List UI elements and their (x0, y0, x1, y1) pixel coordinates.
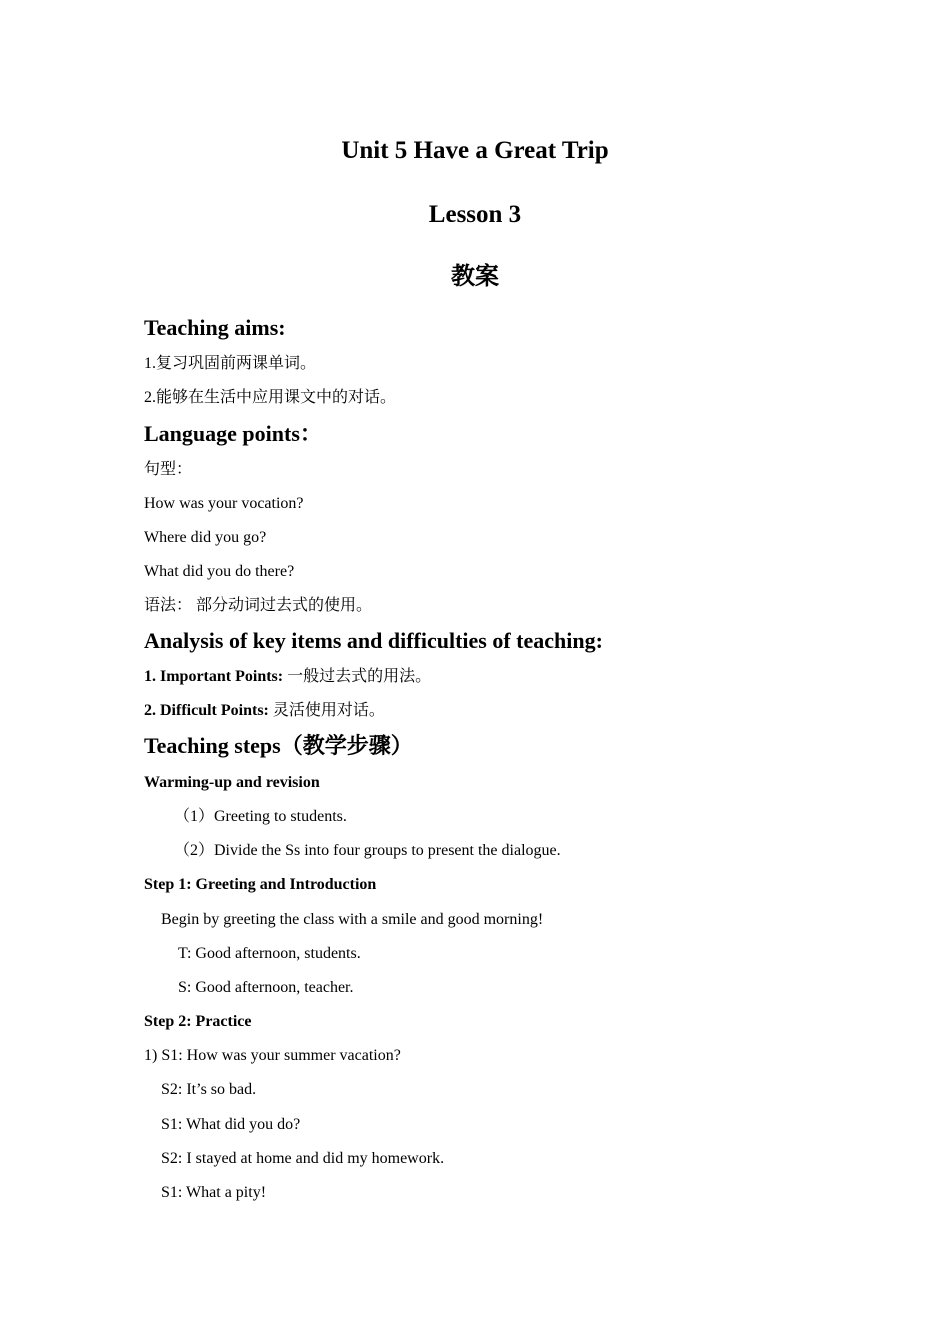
aim-item: 2.能够在生活中应用课文中的对话。 (144, 389, 397, 406)
difficult-points-label: 2. Difficult Points: (144, 702, 269, 719)
important-points (144, 669, 431, 685)
dialogue-line: S: Good afternoon, teacher. (178, 979, 354, 996)
grammar-point: 语法： 部分动词过去式的使用。 (144, 597, 373, 614)
sentence-pattern: Where did you go? (144, 529, 267, 546)
teaching-steps-heading: Teaching steps（教学步骤） (144, 733, 413, 758)
sentence-pattern: What did you do there? (144, 563, 295, 580)
step1-intro: Begin by greeting the class with a smile and good morning! (161, 911, 544, 928)
teaching-aims-heading: Teaching aims: (144, 315, 286, 340)
dialogue-line: T: Good afternoon, students. (178, 945, 361, 962)
sentence-pattern-label: 句型： (144, 461, 193, 478)
dialogue-line: 1) S1: How was your summer vacation? (144, 1047, 401, 1064)
sentence-pattern: How was your vocation? (144, 495, 304, 512)
step1-heading: Step 1: Greeting and Introduction (144, 876, 377, 893)
aim-item: 1.复习巩固前两课单词。 (144, 355, 317, 372)
step2-heading: Step 2: Practice (144, 1013, 252, 1030)
important-points-label: 1. Important Points: (144, 668, 284, 685)
difficult-points-text: 灵活使用对话。 (268, 702, 385, 719)
lesson-title: Lesson 3 (428, 201, 522, 228)
dialogue-line: S1: What did you do? (161, 1116, 301, 1133)
lesson-plan-title: 教案 (451, 264, 499, 290)
difficult-points (144, 703, 385, 719)
important-points-text: 一般过去式的用法。 (283, 668, 432, 685)
warmup-item: （2）Divide the Ss into four groups to present the dialogue. (174, 842, 561, 859)
warmup-heading: Warming-up and revision (144, 774, 320, 791)
warmup-item: （1）Greeting to students. (174, 808, 347, 825)
dialogue-line: S1: What a pity! (161, 1184, 267, 1201)
dialogue-line: S2: I stayed at home and did my homework. (161, 1150, 445, 1167)
doc-title: Unit 5 Have a Great Trip (341, 137, 609, 164)
analysis-heading: Analysis of key items and difficulties of teaching: (144, 628, 603, 653)
language-points-heading: Language points： (144, 421, 322, 446)
dialogue-line: S2: It’s so bad. (161, 1081, 257, 1098)
